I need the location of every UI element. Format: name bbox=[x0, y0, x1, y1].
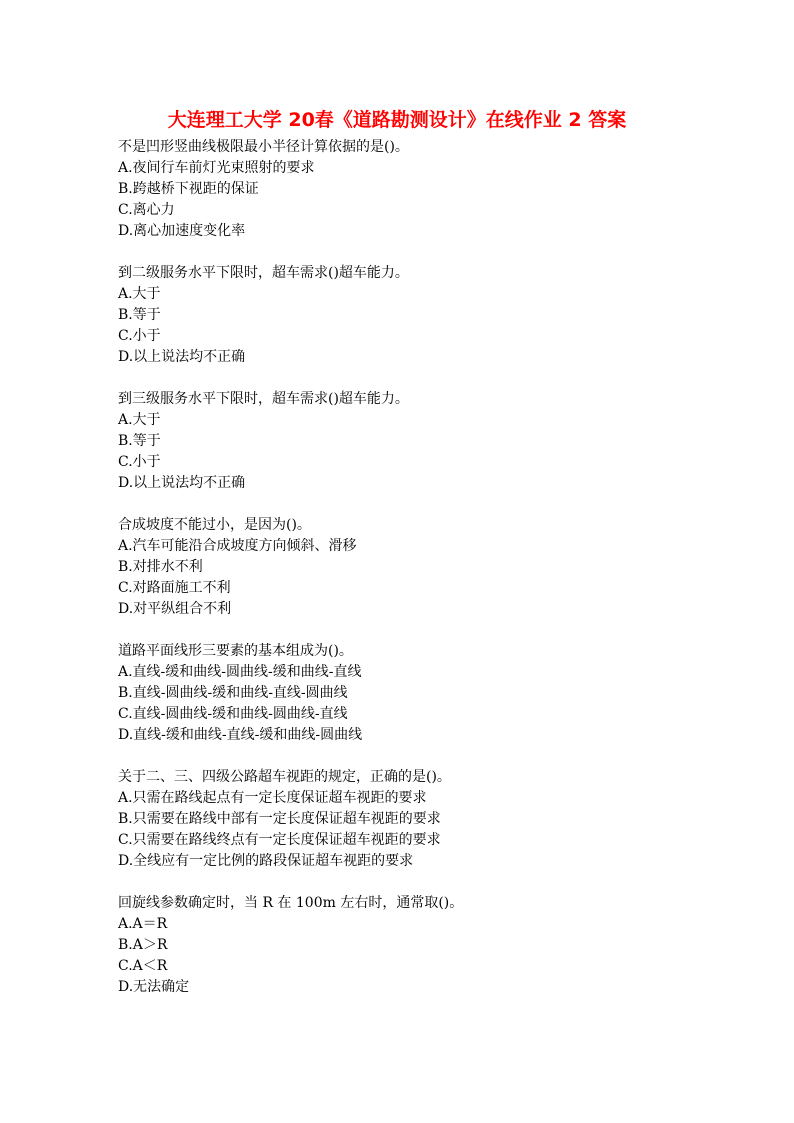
question-text: 道路平面线形三要素的基本组成为()。 bbox=[118, 643, 353, 659]
option-a: A.夜间行车前灯光束照射的要求 bbox=[118, 160, 315, 176]
option-c: C.只需要在路线终点有一定长度保证超车视距的要求 bbox=[118, 832, 441, 848]
option-a: A.大于 bbox=[118, 286, 161, 302]
option-c: C.小于 bbox=[118, 454, 161, 470]
option-c: C.A＜R bbox=[118, 958, 168, 974]
option-b: B.A＞R bbox=[118, 937, 168, 953]
option-c: C.离心力 bbox=[118, 202, 175, 218]
option-b: B.等于 bbox=[118, 433, 161, 449]
option-d: D.对平纵组合不利 bbox=[118, 601, 232, 617]
option-a: A.大于 bbox=[118, 412, 161, 428]
question-text: 合成坡度不能过小，是因为()。 bbox=[118, 517, 311, 533]
option-b: B.等于 bbox=[118, 307, 161, 323]
question-1 bbox=[118, 137, 718, 242]
option-c: C.直线-圆曲线-缓和曲线-圆曲线-直线 bbox=[118, 706, 348, 722]
option-d: D.离心加速度变化率 bbox=[118, 223, 246, 239]
option-c: C.小于 bbox=[118, 328, 161, 344]
option-d: D.无法确定 bbox=[118, 979, 190, 995]
question-4 bbox=[118, 515, 718, 620]
option-d: D.直线-缓和曲线-直线-缓和曲线-圆曲线 bbox=[118, 727, 363, 743]
question-text: 到二级服务水平下限时，超车需求()超车能力。 bbox=[118, 265, 409, 281]
option-b: B.直线-圆曲线-缓和曲线-直线-圆曲线 bbox=[118, 685, 348, 701]
option-d: D.全线应有一定比例的路段保证超车视距的要求 bbox=[118, 853, 414, 869]
question-2 bbox=[118, 263, 718, 368]
question-list bbox=[118, 137, 718, 1019]
option-a: A.直线-缓和曲线-圆曲线-缓和曲线-直线 bbox=[118, 664, 362, 680]
question-text: 到三级服务水平下限时，超车需求()超车能力。 bbox=[118, 391, 409, 407]
option-d: D.以上说法均不正确 bbox=[118, 349, 246, 365]
option-b: B.只需要在路线中部有一定长度保证超车视距的要求 bbox=[118, 811, 441, 827]
question-5 bbox=[118, 641, 718, 746]
question-3 bbox=[118, 389, 718, 494]
option-d: D.以上说法均不正确 bbox=[118, 475, 246, 491]
option-c: C.对路面施工不利 bbox=[118, 580, 231, 596]
option-a: A.A＝R bbox=[118, 916, 168, 932]
document-title: 大连理工大学 20春《道路勘测设计》在线作业 2 答案 bbox=[167, 109, 627, 131]
question-text: 回旋线参数确定时，当 R 在 100m 左右时，通常取()。 bbox=[118, 895, 464, 911]
question-7 bbox=[118, 893, 718, 998]
question-text: 关于二、三、四级公路超车视距的规定，正确的是()。 bbox=[118, 769, 451, 785]
option-b: B.跨越桥下视距的保证 bbox=[118, 181, 259, 197]
question-6 bbox=[118, 767, 718, 872]
option-b: B.对排水不利 bbox=[118, 559, 203, 575]
question-text: 不是凹形竖曲线极限最小半径计算依据的是()。 bbox=[118, 139, 409, 155]
option-a: A.只需在路线起点有一定长度保证超车视距的要求 bbox=[118, 790, 427, 806]
option-a: A.汽车可能沿合成坡度方向倾斜、滑移 bbox=[118, 538, 357, 554]
